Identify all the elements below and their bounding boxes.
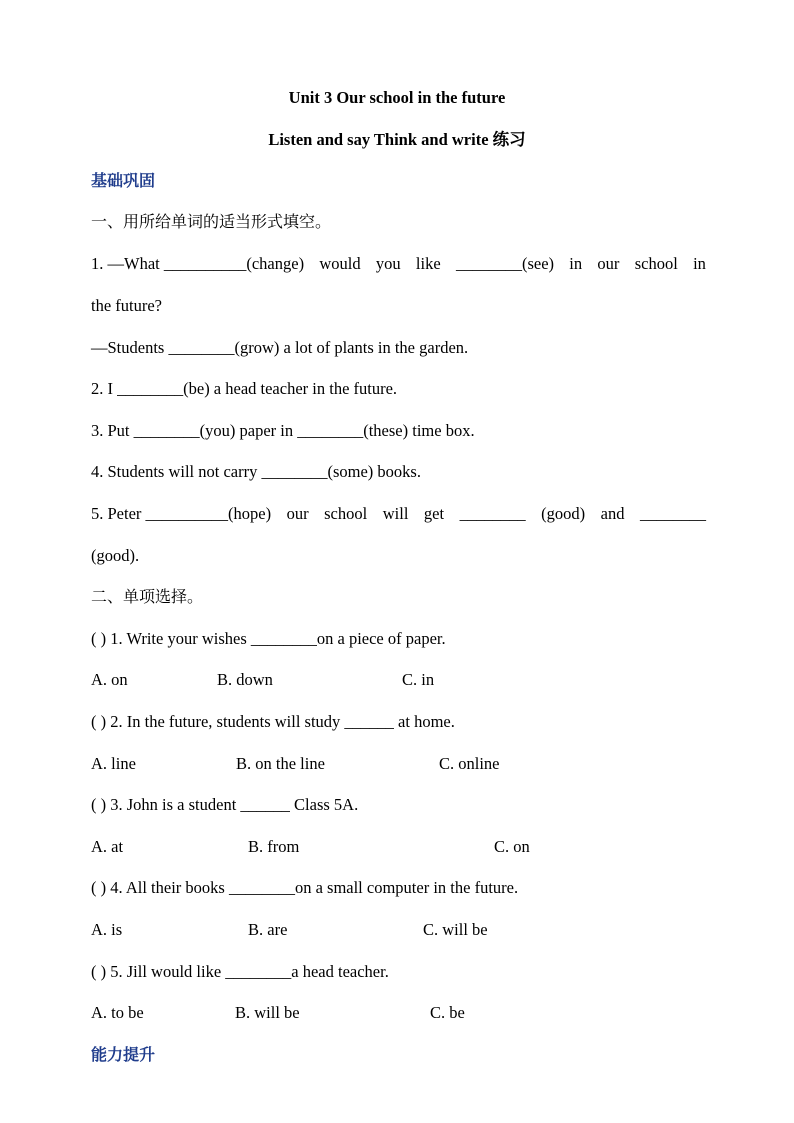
section-heading-advanced: 能力提升 <box>91 1045 156 1064</box>
mc-question-1: ( ) 1. Write your wishes ________on a piece of paper. <box>91 629 446 648</box>
q5-word: school <box>324 504 368 523</box>
q5-word: (good) <box>541 504 586 523</box>
page-subtitle <box>0 130 794 150</box>
option-a: A. at <box>91 837 124 856</box>
option-c: C. be <box>430 1003 465 1022</box>
mc-question-4: ( ) 4. All their books ________on a small computer in the future. <box>91 878 519 897</box>
option-b: B. are <box>248 920 288 939</box>
q1-word: 1. —What __________(change) <box>91 254 305 273</box>
q1-word: in <box>693 254 706 273</box>
q5-word: ________ <box>639 504 706 523</box>
option-a: A. line <box>91 754 136 773</box>
q5-word: ________ <box>459 504 526 523</box>
question-3: 3. Put ________(you) paper in ________(these) time box. <box>91 421 475 440</box>
option-b: B. down <box>217 670 273 689</box>
subtitle-text: Listen and say Think and write 练习 <box>268 130 526 149</box>
option-a: A. is <box>91 920 123 939</box>
mc-question-2: ( ) 2. In the future, students will study ______ at home. <box>91 712 455 731</box>
option-b: B. on the line <box>236 754 325 773</box>
q5-word: will <box>382 504 409 523</box>
option-c: C. on <box>494 837 530 856</box>
mc-question-5: ( ) 5. Jill would like ________a head teacher. <box>91 962 389 981</box>
part1-heading: 一、用所给单词的适当形式填空。 <box>91 212 332 231</box>
q5-word: and <box>600 504 625 523</box>
question-5-line-1 <box>91 504 706 524</box>
question-1-line-2: the future? <box>91 296 163 315</box>
q1-word: in <box>569 254 583 273</box>
option-c: C. in <box>402 670 435 689</box>
q5-word: 5. Peter __________(hope) <box>91 504 272 523</box>
question-1-answer-line: —Students ________(grow) a lot of plants in the garden. <box>91 338 469 357</box>
q5-word: get <box>423 504 445 523</box>
q1-word: our <box>597 254 620 273</box>
question-2: 2. I ________(be) a head teacher in the future. <box>91 379 398 398</box>
option-c: C. online <box>439 754 500 773</box>
option-a: A. to be <box>91 1003 144 1022</box>
section-heading-basic: 基础巩固 <box>91 171 156 190</box>
page-title: Unit 3 Our school in the future <box>288 88 506 107</box>
q5-word: our <box>286 504 309 523</box>
q1-word: you <box>375 254 401 273</box>
option-b: B. will be <box>235 1003 300 1022</box>
q1-word: ________(see) <box>455 254 555 273</box>
mc-question-3: ( ) 3. John is a student ______ Class 5A. <box>91 795 359 814</box>
q1-word: would <box>319 254 361 273</box>
option-a: A. on <box>91 670 128 689</box>
question-1-line-1 <box>91 254 706 274</box>
option-c: C. will be <box>423 920 488 939</box>
option-b: B. from <box>248 837 300 856</box>
question-5-line-2: (good). <box>91 546 140 565</box>
question-4: 4. Students will not carry ________(some) books. <box>91 462 421 481</box>
q1-word: school <box>634 254 678 273</box>
q1-word: like <box>415 254 441 273</box>
part2-heading: 二、单项选择。 <box>91 587 204 606</box>
